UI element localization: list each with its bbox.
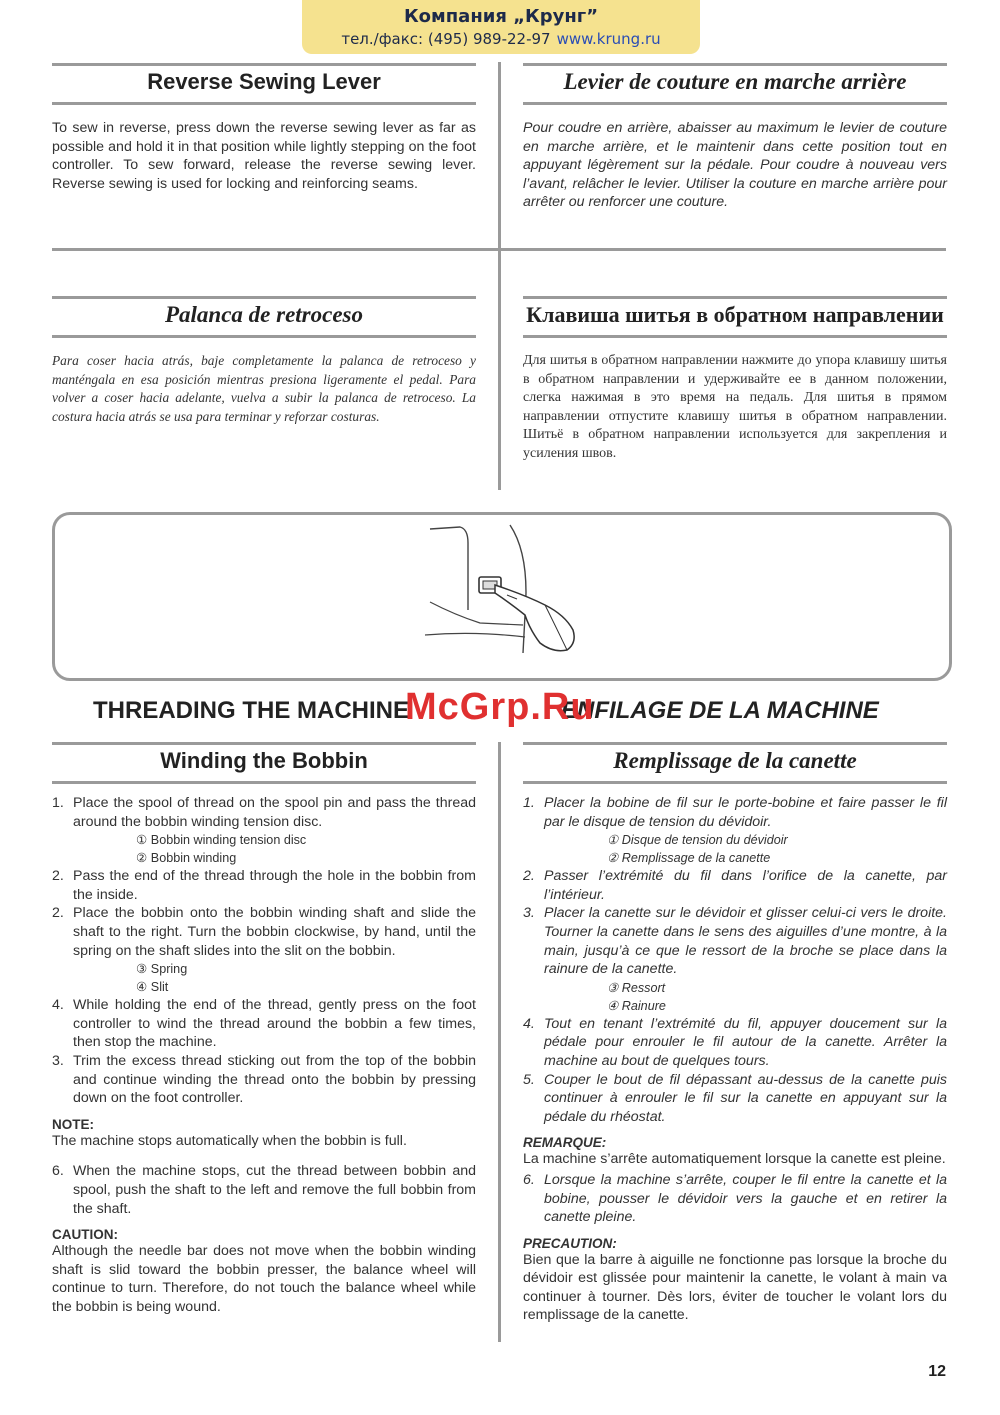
step-item: 2. Passer l’extrémité du fil dans l’orifice de la canette, par l’intérieur. bbox=[523, 868, 947, 903]
note-text: La machine s’arrête automatiquement lorsque la canette est pleine. bbox=[523, 1151, 946, 1168]
page-number: 12 bbox=[928, 1363, 946, 1380]
note-text: The machine stops automatically when the bobbin is full. bbox=[52, 1132, 407, 1149]
step-item: 3. Trim the excess thread sticking out from the top of the bobbin and continue winding the thread onto the bobbin by pressing down on the foot controller. bbox=[52, 1052, 476, 1107]
step-item: 6. When the machine stops, cut the thread between bobbin and spool, push the shaft to the left and remove the full bobbin from the shaft. bbox=[52, 1163, 476, 1217]
note-label: NOTE: bbox=[52, 1116, 94, 1132]
step-item: 4. While holding the end of the thread, gently press on the foot controller to wind the thread around the bobbin a few times, then stop the machine. bbox=[52, 997, 476, 1051]
caution-label: CAUTION: bbox=[52, 1227, 118, 1243]
section-body: Для шитья в обратном направлении нажмите до упора клавишу шитья в обратном направлении и удерживайте ее в данном положении, слегка нажимая в это время на педаль. Для шитья в прямом направлении отпустите клавишу шитья в обратном направлении. Шитьё в обратном направлении используется для закрепления и усиления швов. bbox=[523, 353, 947, 461]
section-title: Levier de couture en marche arrière bbox=[523, 63, 947, 105]
step-item: 6. Lorsque la machine s’arrête, couper le fil entre la canette et la bobine, pousser le dévidoir vers la gauche et en retirer la canette pleine. bbox=[523, 1171, 947, 1226]
step-item: 5. Couper le bout de fil dépassant au-dessus de la canette puis continuer à enrouler le fil sur la canette en appuyant sur la pédale du rhéostat. bbox=[523, 1071, 947, 1125]
step-item: 2. Place the bobbin onto the bobbin winding shaft and slide the shaft to the right. Turn the bobbin clockwise, by hand, until the spring on the shaft slides into the slit on the bobbin. bbox=[52, 905, 476, 959]
step-item: 2. Pass the end of the thread through the hole in the bobbin from the inside. bbox=[52, 868, 476, 903]
section-title: Remplissage de la canette bbox=[523, 742, 947, 784]
step-list bbox=[523, 1015, 947, 1127]
section-title: Palanca de retroceso bbox=[52, 296, 476, 338]
callout: ④ Rainure bbox=[607, 998, 666, 1013]
caution-text: Bien que la barre à aiguille ne fonctionne pas lorsque la broche du dévidoir est glissée pour maintenir la canette, le volant à main va continuer à tourner. Dès lors, éviter de toucher le volant lors du remplissage de la canette. bbox=[523, 1251, 947, 1324]
company-name: Компания „Крунг” bbox=[403, 6, 599, 27]
section-reverse-fr bbox=[523, 63, 947, 212]
reverse-lever-illustration bbox=[52, 512, 952, 681]
section-bobbin-en bbox=[52, 742, 476, 1316]
section-title: Winding the Bobbin bbox=[52, 742, 476, 784]
phone-text: тел./факс: (495) 989-22-97 bbox=[341, 30, 551, 48]
step-list bbox=[52, 794, 476, 831]
callout: ① Bobbin winding tension disc bbox=[136, 833, 307, 848]
section-body: Para coser hacia atrás, baje completamente la palanca de retroceso y manténgala en esa posición mientras presiona ligeramente el pedal. Para volver a coser hacia adelante, vuelva a subir la palanca de retroceso. La costura hacia atrás se usa para terminar y reforzar costuras. bbox=[52, 353, 476, 424]
step-item: 1. Placer la bobine de fil sur le porte-bobine et faire passer le fil par le disque de tension du dévidoir. bbox=[523, 795, 947, 830]
step-item: 4. Tout en tenant l’extrémité du fil, appuyer doucement sur la pédale pour enrouler le fil autour de la canette. Arrêter la machine au bout de quelques tours. bbox=[523, 1015, 947, 1069]
dealer-banner bbox=[302, 0, 700, 54]
step-list bbox=[52, 1162, 476, 1218]
column-divider-top bbox=[498, 62, 501, 490]
row-divider bbox=[52, 248, 946, 251]
column-divider-bottom bbox=[498, 742, 501, 1342]
caution-label: PRECAUTION: bbox=[523, 1235, 617, 1251]
website-link[interactable]: www.krung.ru bbox=[556, 30, 661, 48]
heading-threading-en: THREADING THE MACHINE bbox=[93, 697, 409, 724]
contact-line bbox=[302, 30, 700, 48]
section-body: To sew in reverse, press down the reverse sewing lever as far as possible and hold it in that position while lightly stepping on the foot controller. To sew forward, release the reverse sewing lever. Reverse sewing is used for locking and reinforcing seams. bbox=[52, 120, 476, 192]
section-reverse-es bbox=[52, 296, 476, 426]
step-list bbox=[523, 1171, 947, 1227]
step-list bbox=[52, 996, 476, 1108]
step-item: 3. Placer la canette sur le dévidoir et glisser celui-ci vers le droite. Tourner la canette dans le sens des aiguilles d’une montre, à la main, jusqu’à ce que le ressort de la broche se place dans la rainure de la canette. bbox=[523, 905, 947, 978]
step-list bbox=[523, 867, 947, 979]
caution-text: Although the needle bar does not move when the bobbin winding shaft is slid toward the bobbin presser, the balance wheel will continue to turn. Therefore, do not touch the balance wheel while the bobbin is being wound. bbox=[52, 1243, 476, 1315]
section-bobbin-fr bbox=[523, 742, 947, 1325]
section-title: Reverse Sewing Lever bbox=[52, 63, 476, 105]
note-label: REMARQUE: bbox=[523, 1135, 607, 1151]
section-reverse-ru bbox=[523, 296, 947, 464]
section-title: Клавиша шитья в обратном направлении bbox=[523, 296, 947, 338]
step-list bbox=[52, 867, 476, 960]
step-list bbox=[523, 794, 947, 831]
callout: ③ Ressort bbox=[607, 980, 666, 995]
section-reverse-en bbox=[52, 63, 476, 193]
section-body: Pour coudre en arrière, abaisser au maximum le levier de couture en marche arrière, et le maintenir dans cette position tout en appuyant légèrement sur la pédale. Pour coudre à nouveau vers l’avant, relâcher le levier. Utiliser la couture en marche arrière pour arrêter ou renforcer une couture. bbox=[523, 120, 947, 211]
step-item: 1. Place the spool of thread on the spool pin and pass the thread around the bobbin winding tension disc. bbox=[52, 795, 476, 830]
watermark: McGrp.Ru bbox=[405, 686, 595, 728]
callout: ③ Spring bbox=[136, 962, 188, 977]
callout: ② Bobbin winding bbox=[136, 851, 237, 866]
callout: ① Disque de tension du dévidoir bbox=[607, 833, 788, 848]
callout: ② Remplissage de la canette bbox=[607, 851, 771, 866]
heading-threading-fr: ENFILAGE DE LA MACHINE bbox=[561, 697, 879, 724]
machine-hand-drawing bbox=[55, 515, 949, 678]
callout: ④ Slit bbox=[136, 980, 169, 995]
